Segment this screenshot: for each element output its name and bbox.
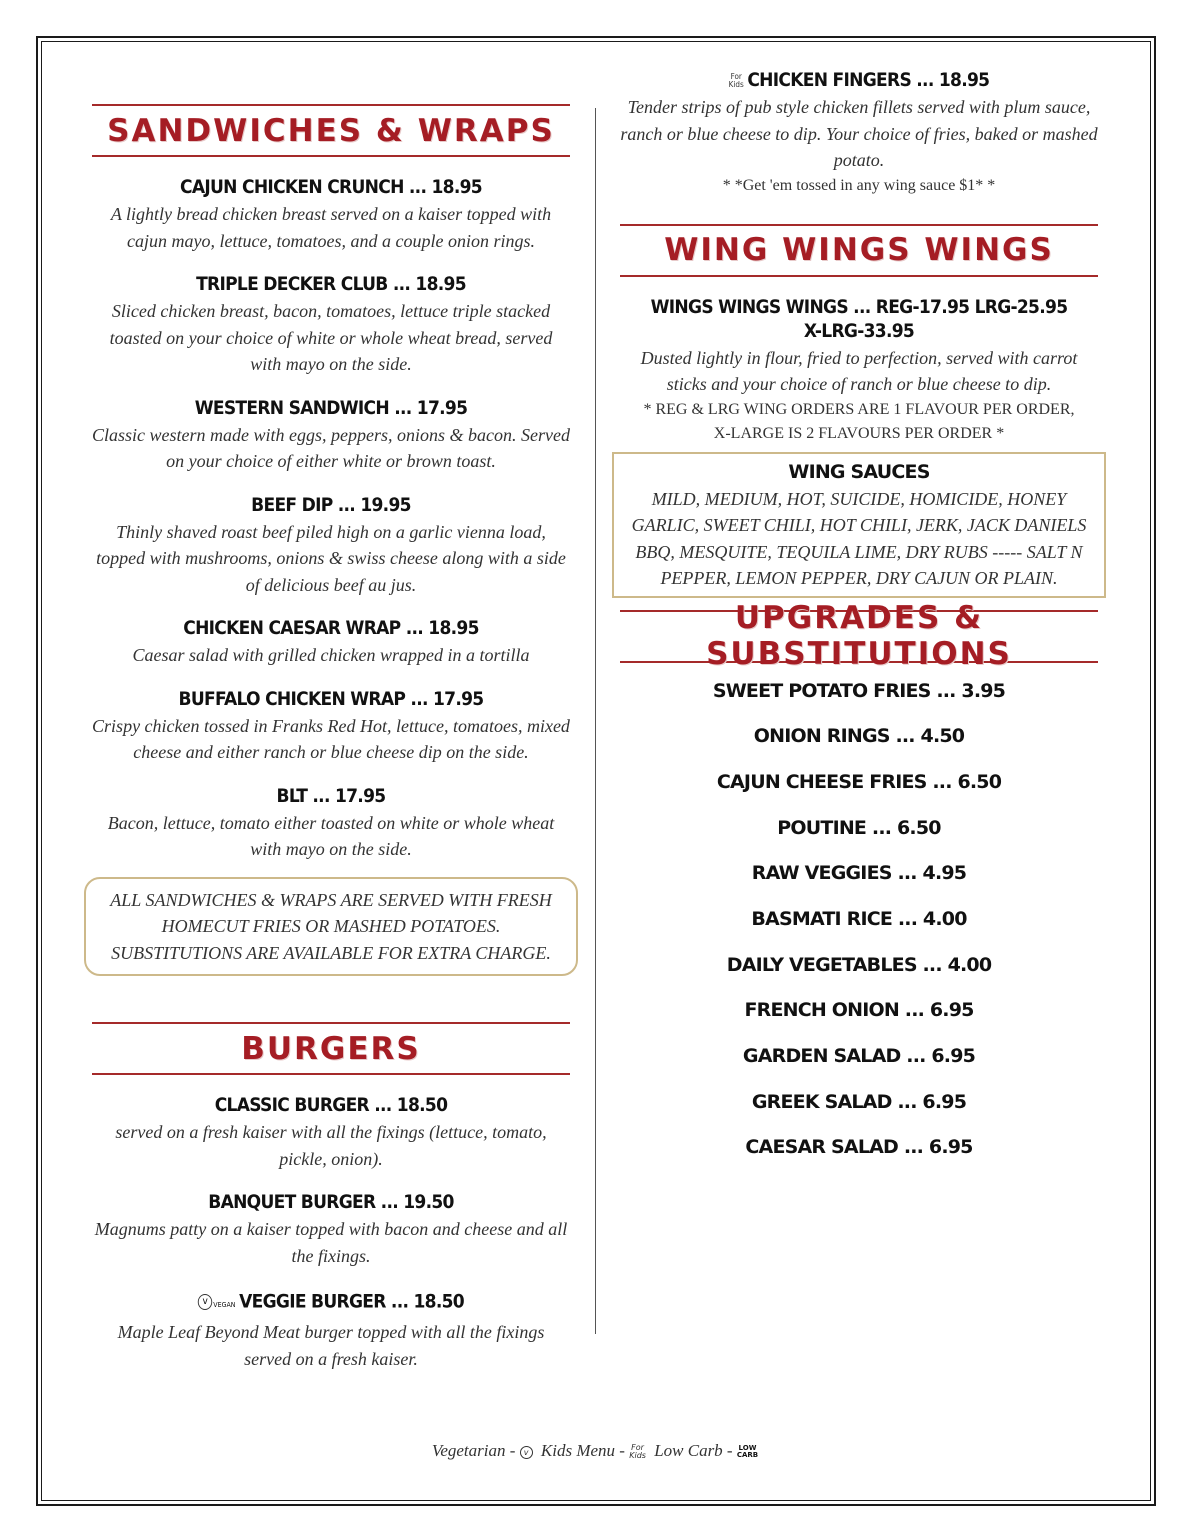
menu-item [92, 175, 570, 254]
kids-icon-line2: Kids [728, 79, 744, 89]
item-title-text: CHICKEN FINGERS ... 18.95 [747, 69, 990, 91]
upgrade-item: DAILY VEGETABLES ... 4.00 [726, 953, 992, 976]
item-title [116, 1287, 546, 1317]
upgrade-item: POUTINE ... 6.50 [777, 816, 941, 839]
menu-item [92, 687, 570, 766]
vegan-icon-symbol: v [198, 1294, 212, 1310]
menu-item [92, 1190, 570, 1269]
menu-item [92, 616, 570, 669]
item-note: * *Get 'em tossed in any wing sauce $1* * [722, 176, 996, 194]
vegetarian-icon [520, 1446, 533, 1459]
upgrade-item: RAW VEGGIES ... 4.95 [751, 862, 967, 885]
wings-note-1: * REG & LRG WING ORDERS ARE 1 FLAVOUR PER ORDER, [643, 400, 1075, 418]
upgrade-item: CAJUN CHEESE FRIES ... 6.50 [716, 770, 1002, 793]
menu-item [92, 1287, 570, 1372]
legend-vegetarian: Vegetarian - [431, 1441, 516, 1460]
menu-item [92, 272, 570, 378]
item-description: Classic western made with eggs, peppers, onions & bacon. Served on your choice of either white or brown toast. [92, 424, 570, 471]
wings-note-2: X-LARGE IS 2 FLAVOURS PER ORDER * [713, 424, 1005, 442]
menu-item [92, 493, 570, 599]
kids-icon [729, 73, 744, 89]
wing-sauces-box [612, 452, 1106, 598]
wing-sauces-list: MILD, MEDIUM, HOT, SUICIDE, HOMICIDE, HONEY GARLIC, SWEET CHILI, HOT CHILI, JERK, JACK DANIELS BBQ, MESQUITE, TEQUILA LIME, DRY RUBS ----- SALT N PEPPER, LEMON PEPPER, DRY CAJUN OR PLAIN. [631, 488, 1087, 588]
wing-sauces-title: WING SAUCES [788, 460, 930, 483]
column-divider [595, 108, 596, 1334]
left-column [92, 104, 570, 1372]
upgrade-item: ONION RINGS ... 4.50 [753, 725, 965, 748]
item-title: CHICKEN CAESAR WRAP ... 18.95 [183, 617, 479, 639]
item-title: BEEF DIP ... 19.95 [251, 493, 411, 516]
item-description: Maple Leaf Beyond Meat burger topped with all the fixings served on a fresh kaiser. [117, 1322, 545, 1369]
item-description: A lightly bread chicken breast served on a kaiser topped with cajun mayo, lettuce, tomatoes, and a couple onion rings. [110, 204, 552, 251]
menu-item [92, 1093, 570, 1172]
low-carb-icon [737, 1445, 758, 1459]
menu-item [92, 784, 570, 863]
kids-icon-line1: For [631, 1443, 644, 1453]
item-description: Thinly shaved roast beef piled high on a garlic vienna load, topped with mushrooms, onions & swiss cheese along with a side of delicious beef au jus. [96, 521, 566, 595]
wings-heading: WING WINGS WINGS [620, 224, 1098, 277]
sandwiches-notice: ALL SANDWICHES & WRAPS ARE SERVED WITH FRESH HOMECUT FRIES OR MASHED POTATOES. SUBSTITUTIONS ARE AVAILABLE FOR EXTRA CHARGE. [84, 877, 578, 977]
upgrade-item: BASMATI RICE ... 4.00 [751, 907, 967, 930]
item-description: served on a fresh kaiser with all the fixings (lettuce, tomato, pickle, onion). [115, 1122, 547, 1169]
vegan-icon-tag: VEGAN [213, 1301, 236, 1309]
menu-item [620, 68, 1098, 198]
vegan-icon [198, 1287, 236, 1317]
low-carb-icon-line2: CARB [736, 1451, 759, 1460]
upgrade-item: GARDEN SALAD ... 6.95 [742, 1045, 976, 1067]
burgers-heading: BURGERS [92, 1022, 570, 1075]
right-column [620, 68, 1098, 1171]
kids-icon-line1: For [730, 71, 742, 81]
item-title: TRIPLE DECKER CLUB ... 18.95 [196, 273, 466, 295]
item-title: WESTERN SANDWICH ... 17.95 [194, 396, 468, 419]
kids-icon-line2: Kids [629, 1451, 646, 1461]
upgrade-item: FRENCH ONION ... 6.95 [744, 999, 974, 1022]
menu-item [92, 396, 570, 475]
item-description: Magnums patty on a kaiser topped with bacon and cheese and all the fixings. [94, 1219, 568, 1266]
item-description: Caesar salad with grilled chicken wrapped in a tortilla [132, 645, 530, 665]
upgrade-item: CAESAR SALAD ... 6.95 [745, 1136, 973, 1159]
legend [0, 1441, 1190, 1461]
legend-kids: Kids Menu - [540, 1441, 625, 1460]
item-title [644, 68, 1074, 92]
item-description: Sliced chicken breast, bacon, tomatoes, lettuce triple stacked toasted on your choice of white or whole wheat bread, served with mayo on the side. [109, 301, 553, 374]
item-description: Crispy chicken tossed in Franks Red Hot, lettuce, tomatoes, mixed cheese and either ranch or blue cheese dip on the side. [92, 715, 570, 762]
legend-lowcarb: Low Carb - [654, 1441, 733, 1460]
upgrades-heading: UPGRADES & SUBSTITUTIONS [620, 610, 1098, 663]
low-carb-icon-line1: LOW [738, 1444, 757, 1453]
sandwiches-heading: SANDWICHES & WRAPS [92, 104, 570, 157]
item-title: BANQUET BURGER ... 19.50 [208, 1191, 454, 1213]
item-title: CLASSIC BURGER ... 18.50 [214, 1094, 448, 1116]
item-title: WINGS WINGS WINGS ... REG-17.95 LRG-25.95 X-LRG-33.95 [650, 295, 1068, 342]
item-description: Tender strips of pub style chicken fillets served with plum sauce, ranch or blue cheese to dip. Your choice of fries, baked or mashed potato. [620, 97, 1098, 170]
item-description: Dusted lightly in flour, fried to perfection, served with carrot sticks and your choice of ranch or blue cheese to dip. [640, 347, 1078, 394]
menu-item [620, 295, 1098, 446]
upgrade-item: SWEET POTATO FRIES ... 3.95 [712, 679, 1006, 702]
item-description: Bacon, lettuce, tomato either toasted on white or whole wheat with mayo on the side. [107, 812, 555, 859]
item-title-text: VEGGIE BURGER ... 18.50 [239, 1290, 464, 1313]
item-title: BLT ... 17.95 [276, 784, 386, 807]
kids-icon [629, 1444, 646, 1460]
upgrade-item: GREEK SALAD ... 6.95 [751, 1090, 967, 1113]
vegetarian-icon-symbol: v [520, 1446, 533, 1459]
item-title: CAJUN CHICKEN CRUNCH ... 18.95 [180, 176, 482, 198]
item-title: BUFFALO CHICKEN WRAP ... 17.95 [178, 687, 484, 710]
